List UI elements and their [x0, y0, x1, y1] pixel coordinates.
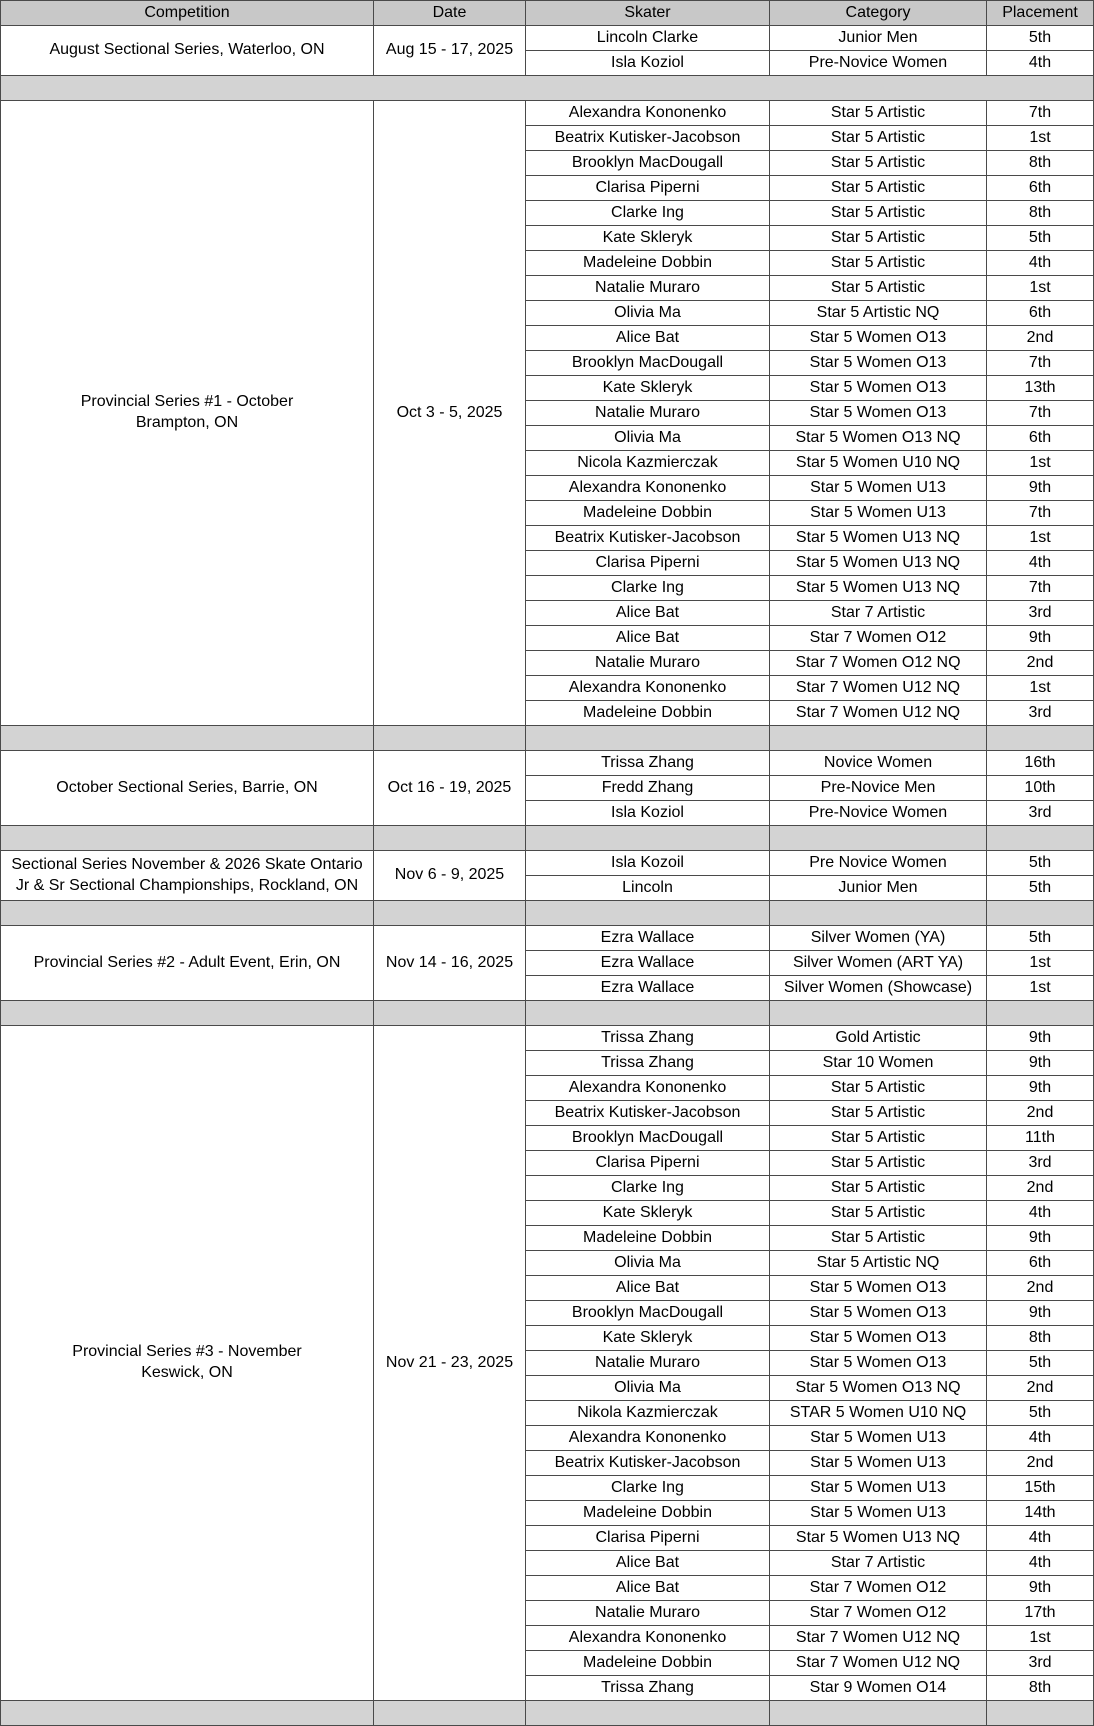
placement-cell: 7th [987, 576, 1094, 601]
category-cell: Star 5 Women U13 [770, 1501, 987, 1526]
placement-cell: 3rd [987, 1651, 1094, 1676]
competition-name-line: Provincial Series #2 - Adult Event, Erin, ON [33, 953, 341, 971]
category-cell: Star 5 Women U13 NQ [770, 551, 987, 576]
placement-cell: 4th [987, 51, 1094, 76]
category-cell: Star 5 Artistic NQ [770, 301, 987, 326]
competition-date: Nov 6 - 9, 2025 [374, 851, 526, 901]
category-cell: Gold Artistic [770, 1026, 987, 1051]
placement-cell: 6th [987, 426, 1094, 451]
category-cell: Star 5 Artistic [770, 226, 987, 251]
category-cell: Star 7 Women O12 NQ [770, 651, 987, 676]
category-cell: Star 5 Artistic [770, 1076, 987, 1101]
skater-cell: Kate Skleryk [526, 376, 770, 401]
category-cell: Star 5 Women O13 [770, 326, 987, 351]
competition-name-line: Provincial Series #1 - October [80, 393, 294, 411]
skater-cell: Clarke Ing [526, 1476, 770, 1501]
category-cell: Star 5 Artistic [770, 276, 987, 301]
skater-cell: Brooklyn MacDougall [526, 1126, 770, 1151]
competition-name [1, 926, 374, 1001]
separator-row [1, 826, 1094, 851]
placement-cell: 3rd [987, 701, 1094, 726]
competition-name-line: Keswick, ON [141, 1364, 233, 1381]
category-cell: Star 7 Women U12 NQ [770, 1626, 987, 1651]
placement-cell: 2nd [987, 1176, 1094, 1201]
separator-cell [1, 76, 1094, 101]
category-cell: Star 5 Artistic [770, 151, 987, 176]
category-cell: Star 5 Artistic [770, 126, 987, 151]
separator-cell [1, 826, 374, 851]
category-cell: Star 7 Women O12 [770, 1576, 987, 1601]
category-cell: Star 5 Women U13 NQ [770, 526, 987, 551]
competition-name-line: Sectional Series November & 2026 Skate Ontario [11, 855, 363, 873]
header-date: Date [374, 1, 526, 26]
category-cell: Star 5 Artistic [770, 101, 987, 126]
placement-cell: 14th [987, 1501, 1094, 1526]
skater-cell: Isla Koziol [526, 51, 770, 76]
skater-cell: Alexandra Kononenko [526, 1426, 770, 1451]
skater-cell: Alexandra Kononenko [526, 1626, 770, 1651]
placement-cell: 4th [987, 1201, 1094, 1226]
category-cell: Star 5 Artistic [770, 176, 987, 201]
category-cell: Silver Women (Showcase) [770, 976, 987, 1001]
competition-name [1, 1026, 374, 1701]
category-cell: Pre-Novice Women [770, 51, 987, 76]
separator-cell [374, 901, 526, 926]
skater-cell: Olivia Ma [526, 426, 770, 451]
placement-cell: 6th [987, 176, 1094, 201]
category-cell: Silver Women (ART YA) [770, 951, 987, 976]
category-cell: Star 5 Artistic [770, 1101, 987, 1126]
skater-cell: Fredd Zhang [526, 776, 770, 801]
placement-cell: 13th [987, 376, 1094, 401]
header-skater: Skater [526, 1, 770, 26]
separator-cell [987, 1701, 1094, 1726]
skater-cell: Trissa Zhang [526, 751, 770, 776]
placement-cell: 8th [987, 1676, 1094, 1701]
category-cell: Star 5 Artistic [770, 1151, 987, 1176]
header-category: Category [770, 1, 987, 26]
category-cell: STAR 5 Women U10 NQ [770, 1401, 987, 1426]
placement-cell: 9th [987, 626, 1094, 651]
separator-cell [526, 901, 770, 926]
separator-cell [526, 726, 770, 751]
placement-cell: 1st [987, 126, 1094, 151]
separator-cell [374, 826, 526, 851]
placement-cell: 5th [987, 26, 1094, 51]
separator-cell [374, 1001, 526, 1026]
category-cell: Star 5 Women O13 [770, 1326, 987, 1351]
placement-cell: 1st [987, 1626, 1094, 1651]
competition-name [1, 751, 374, 826]
separator-row [1, 901, 1094, 926]
skater-cell: Brooklyn MacDougall [526, 151, 770, 176]
skater-cell: Trissa Zhang [526, 1026, 770, 1051]
competition-date: Oct 16 - 19, 2025 [374, 751, 526, 826]
placement-cell: 3rd [987, 801, 1094, 826]
placement-cell: 17th [987, 1601, 1094, 1626]
result-row [1, 101, 1094, 126]
placement-cell: 10th [987, 776, 1094, 801]
separator-cell [987, 826, 1094, 851]
skater-cell: Natalie Muraro [526, 651, 770, 676]
category-cell: Junior Men [770, 876, 987, 901]
placement-cell: 9th [987, 1051, 1094, 1076]
category-cell: Star 7 Artistic [770, 1551, 987, 1576]
category-cell: Star 5 Women O13 NQ [770, 1376, 987, 1401]
category-cell: Star 5 Artistic [770, 1176, 987, 1201]
skater-cell: Madeleine Dobbin [526, 1226, 770, 1251]
category-cell: Star 7 Women U12 NQ [770, 701, 987, 726]
skater-cell: Beatrix Kutisker-Jacobson [526, 526, 770, 551]
skater-cell: Clarke Ing [526, 1176, 770, 1201]
competition-name-line: August Sectional Series, Waterloo, ON [49, 41, 325, 59]
placement-cell: 9th [987, 1026, 1094, 1051]
placement-cell: 2nd [987, 651, 1094, 676]
separator-cell [1, 1001, 374, 1026]
result-row [1, 926, 1094, 951]
header-row [1, 1, 1094, 26]
placement-cell: 2nd [987, 1276, 1094, 1301]
placement-cell: 9th [987, 1076, 1094, 1101]
separator-row [1, 726, 1094, 751]
skater-cell: Isla Koziol [526, 801, 770, 826]
results-body [1, 26, 1094, 1726]
skater-cell: Brooklyn MacDougall [526, 351, 770, 376]
placement-cell: 4th [987, 251, 1094, 276]
separator-cell [987, 1001, 1094, 1026]
skater-cell: Nicola Kazmierczak [526, 451, 770, 476]
category-cell: Star 5 Artistic [770, 201, 987, 226]
separator-cell [770, 826, 987, 851]
placement-cell: 2nd [987, 1376, 1094, 1401]
skater-cell: Madeleine Dobbin [526, 701, 770, 726]
category-cell: Pre-Novice Men [770, 776, 987, 801]
result-row [1, 26, 1094, 51]
competition-name [1, 101, 374, 726]
skater-cell: Alexandra Kononenko [526, 1076, 770, 1101]
placement-cell: 5th [987, 1351, 1094, 1376]
category-cell: Star 5 Women U13 [770, 1476, 987, 1501]
placement-cell: 7th [987, 501, 1094, 526]
category-cell: Star 5 Women O13 [770, 351, 987, 376]
skater-cell: Clarisa Piperni [526, 1526, 770, 1551]
category-cell: Star 9 Women O14 [770, 1676, 987, 1701]
skater-cell: Kate Skleryk [526, 1201, 770, 1226]
placement-cell: 9th [987, 1576, 1094, 1601]
skater-cell: Lincoln Clarke [526, 26, 770, 51]
separator-cell [987, 901, 1094, 926]
separator-cell [770, 1701, 987, 1726]
category-cell: Star 7 Women O12 [770, 626, 987, 651]
placement-cell: 15th [987, 1476, 1094, 1501]
category-cell: Pre Novice Women [770, 851, 987, 876]
skater-cell: Olivia Ma [526, 1251, 770, 1276]
category-cell: Star 7 Women O12 [770, 1601, 987, 1626]
skater-cell: Alice Bat [526, 601, 770, 626]
separator-cell [374, 1701, 526, 1726]
skater-cell: Clarke Ing [526, 576, 770, 601]
skater-cell: Olivia Ma [526, 301, 770, 326]
placement-cell: 1st [987, 526, 1094, 551]
placement-cell: 1st [987, 276, 1094, 301]
competition-name [1, 851, 374, 901]
category-cell: Star 7 Women U12 NQ [770, 676, 987, 701]
header-placement: Placement [987, 1, 1094, 26]
skater-cell: Ezra Wallace [526, 951, 770, 976]
category-cell: Star 5 Artistic [770, 251, 987, 276]
skater-cell: Alice Bat [526, 1551, 770, 1576]
skater-cell: Kate Skleryk [526, 226, 770, 251]
placement-cell: 9th [987, 1226, 1094, 1251]
category-cell: Star 5 Artistic [770, 1126, 987, 1151]
separator-cell [374, 726, 526, 751]
separator-cell [1, 901, 374, 926]
placement-cell: 4th [987, 1551, 1094, 1576]
skater-cell: Beatrix Kutisker-Jacobson [526, 1451, 770, 1476]
placement-cell: 1st [987, 951, 1094, 976]
placement-cell: 1st [987, 676, 1094, 701]
category-cell: Star 5 Artistic [770, 1201, 987, 1226]
placement-cell: 5th [987, 1401, 1094, 1426]
placement-cell: 7th [987, 351, 1094, 376]
category-cell: Star 5 Women U13 [770, 1426, 987, 1451]
placement-cell: 7th [987, 101, 1094, 126]
separator-cell [770, 726, 987, 751]
skater-cell: Alice Bat [526, 1576, 770, 1601]
skater-cell: Madeleine Dobbin [526, 501, 770, 526]
skater-cell: Beatrix Kutisker-Jacobson [526, 126, 770, 151]
skater-cell: Clarisa Piperni [526, 1151, 770, 1176]
placement-cell: 4th [987, 1426, 1094, 1451]
category-cell: Star 5 Women U13 [770, 1451, 987, 1476]
skater-cell: Nikola Kazmierczak [526, 1401, 770, 1426]
competition-date: Oct 3 - 5, 2025 [374, 101, 526, 726]
result-row [1, 851, 1094, 876]
skater-cell: Madeleine Dobbin [526, 251, 770, 276]
competition-date: Nov 21 - 23, 2025 [374, 1026, 526, 1701]
separator-cell [770, 901, 987, 926]
category-cell: Star 5 Women O13 [770, 1276, 987, 1301]
skater-cell: Alexandra Kononenko [526, 101, 770, 126]
category-cell: Star 5 Artistic NQ [770, 1251, 987, 1276]
skater-cell: Madeleine Dobbin [526, 1651, 770, 1676]
skater-cell: Alexandra Kononenko [526, 676, 770, 701]
category-cell: Star 5 Artistic [770, 1226, 987, 1251]
category-cell: Star 5 Women O13 [770, 1351, 987, 1376]
separator-cell [770, 1001, 987, 1026]
category-cell: Star 5 Women U13 NQ [770, 1526, 987, 1551]
skater-cell: Isla Kozoil [526, 851, 770, 876]
placement-cell: 1st [987, 976, 1094, 1001]
placement-cell: 4th [987, 551, 1094, 576]
skater-cell: Natalie Muraro [526, 1601, 770, 1626]
placement-cell: 11th [987, 1126, 1094, 1151]
placement-cell: 9th [987, 1301, 1094, 1326]
category-cell: Star 5 Women O13 [770, 1301, 987, 1326]
placement-cell: 6th [987, 301, 1094, 326]
separator-cell [1, 726, 374, 751]
category-cell: Star 7 Women U12 NQ [770, 1651, 987, 1676]
placement-cell: 4th [987, 1526, 1094, 1551]
placement-cell: 2nd [987, 1451, 1094, 1476]
category-cell: Star 5 Women O13 NQ [770, 426, 987, 451]
placement-cell: 8th [987, 201, 1094, 226]
skater-cell: Ezra Wallace [526, 926, 770, 951]
placement-cell: 6th [987, 1251, 1094, 1276]
skater-cell: Trissa Zhang [526, 1676, 770, 1701]
skater-cell: Natalie Muraro [526, 401, 770, 426]
separator-row [1, 1001, 1094, 1026]
category-cell: Star 5 Women U13 NQ [770, 576, 987, 601]
skater-cell: Madeleine Dobbin [526, 1501, 770, 1526]
separator-row [1, 76, 1094, 101]
skater-cell: Natalie Muraro [526, 1351, 770, 1376]
category-cell: Junior Men [770, 26, 987, 51]
placement-cell: 1st [987, 451, 1094, 476]
result-row [1, 1026, 1094, 1051]
skater-cell: Alice Bat [526, 626, 770, 651]
placement-cell: 16th [987, 751, 1094, 776]
category-cell: Star 5 Women O13 [770, 401, 987, 426]
placement-cell: 5th [987, 876, 1094, 901]
competition-date: Nov 14 - 16, 2025 [374, 926, 526, 1001]
competition-name-line: Brampton, ON [135, 414, 239, 431]
skater-cell: Olivia Ma [526, 1376, 770, 1401]
placement-cell: 8th [987, 151, 1094, 176]
category-cell: Star 5 Women U13 [770, 476, 987, 501]
separator-cell [526, 826, 770, 851]
placement-cell: 5th [987, 226, 1094, 251]
separator-cell [987, 726, 1094, 751]
skater-cell: Beatrix Kutisker-Jacobson [526, 1101, 770, 1126]
category-cell: Star 5 Women O13 [770, 376, 987, 401]
skater-cell: Kate Skleryk [526, 1326, 770, 1351]
placement-cell: 5th [987, 926, 1094, 951]
result-row [1, 751, 1094, 776]
placement-cell: 2nd [987, 1101, 1094, 1126]
header-competition: Competition [1, 1, 374, 26]
skater-cell: Lincoln [526, 876, 770, 901]
separator-cell [526, 1001, 770, 1026]
skater-cell: Trissa Zhang [526, 1051, 770, 1076]
category-cell: Star 5 Women U10 NQ [770, 451, 987, 476]
category-cell: Star 10 Women [770, 1051, 987, 1076]
category-cell: Star 7 Artistic [770, 601, 987, 626]
placement-cell: 8th [987, 1326, 1094, 1351]
skater-cell: Ezra Wallace [526, 976, 770, 1001]
placement-cell: 3rd [987, 1151, 1094, 1176]
competition-name-line: October Sectional Series, Barrie, ON [56, 778, 318, 796]
placement-cell: 5th [987, 851, 1094, 876]
category-cell: Star 5 Women U13 [770, 501, 987, 526]
competition-date: Aug 15 - 17, 2025 [374, 26, 526, 76]
separator-row [1, 1701, 1094, 1726]
category-cell: Silver Women (YA) [770, 926, 987, 951]
competition-name [1, 26, 374, 76]
separator-cell [526, 1701, 770, 1726]
skater-cell: Clarisa Piperni [526, 551, 770, 576]
category-cell: Novice Women [770, 751, 987, 776]
placement-cell: 7th [987, 401, 1094, 426]
skater-cell: Natalie Muraro [526, 276, 770, 301]
competition-name-line: Provincial Series #3 - November [72, 1343, 302, 1361]
placement-cell: 3rd [987, 601, 1094, 626]
skater-cell: Alice Bat [526, 1276, 770, 1301]
placement-cell: 2nd [987, 326, 1094, 351]
placement-cell: 9th [987, 476, 1094, 501]
skater-cell: Clarke Ing [526, 201, 770, 226]
competition-name-line: Jr & Sr Sectional Championships, Rockland, ON [15, 876, 359, 894]
skater-cell: Alice Bat [526, 326, 770, 351]
skater-cell: Brooklyn MacDougall [526, 1301, 770, 1326]
category-cell: Pre-Novice Women [770, 801, 987, 826]
skater-cell: Alexandra Kononenko [526, 476, 770, 501]
skater-cell: Clarisa Piperni [526, 176, 770, 201]
separator-cell [1, 1701, 374, 1726]
